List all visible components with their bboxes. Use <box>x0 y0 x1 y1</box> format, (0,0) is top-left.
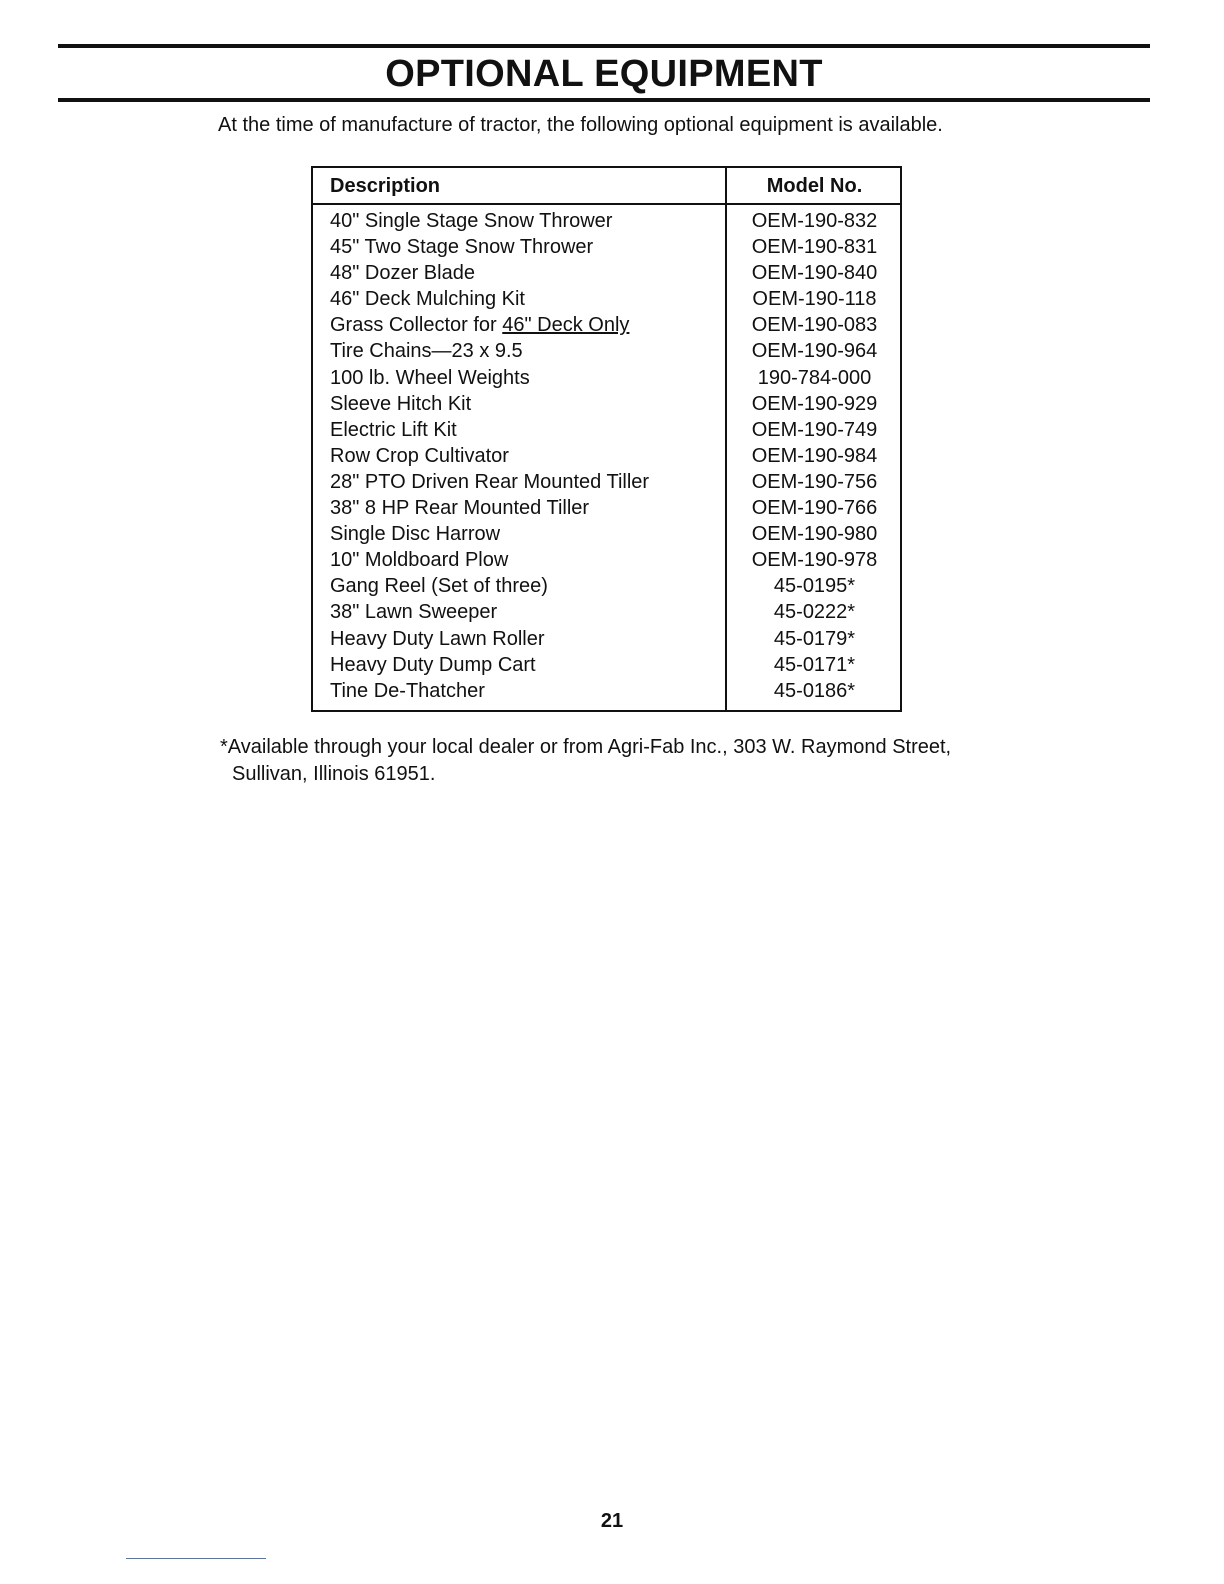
row-model-no: 45-0171* <box>773 653 856 676</box>
intro-text: At the time of manufacture of tractor, the following optional equipment is available. <box>218 114 943 136</box>
table-row <box>313 521 900 547</box>
table-body <box>313 208 900 704</box>
row-model-no: OEM-190-929 <box>751 392 878 415</box>
table-row <box>313 626 900 652</box>
row-description: 38" Lawn Sweeper <box>330 601 498 624</box>
header-model-no: Model No. <box>766 175 863 197</box>
row-description: Tire Chains—23 x 9.5 <box>330 340 523 363</box>
scan-artifact-line <box>126 1558 266 1559</box>
row-description: Electric Lift Kit <box>330 418 457 441</box>
row-model-no: 45-0179* <box>773 627 856 650</box>
footnote-line-1: *Available through your local dealer or from Agri-Fab Inc., 303 W. Raymond Street, <box>220 736 952 758</box>
table-row <box>313 286 900 312</box>
table-row <box>313 678 900 704</box>
title-rule-top <box>58 44 1150 48</box>
row-description: 48" Dozer Blade <box>330 262 475 285</box>
row-description: 38" 8 HP Rear Mounted Tiller <box>330 497 590 520</box>
table-row <box>313 260 900 286</box>
table-row <box>313 547 900 573</box>
row-description: 40" Single Stage Snow Thrower <box>330 210 613 232</box>
page-number: 21 <box>600 1510 624 1532</box>
table-row <box>313 234 900 260</box>
row-description: 45" Two Stage Snow Thrower <box>330 236 594 259</box>
row-model-no: 45-0222* <box>773 601 856 624</box>
row-model-no: OEM-190-749 <box>751 418 878 441</box>
row-model-no: OEM-190-978 <box>751 549 878 572</box>
header-divider <box>313 203 900 205</box>
row-model-no: OEM-190-756 <box>751 470 878 493</box>
row-model-no: 190-784-000 <box>757 366 872 389</box>
row-model-no: OEM-190-118 <box>752 288 877 311</box>
row-model-no: OEM-190-840 <box>751 262 878 285</box>
row-model-no: OEM-190-984 <box>751 444 878 467</box>
table-row <box>313 208 900 234</box>
row-model-no: OEM-190-832 <box>751 210 878 232</box>
row-description: 10" Moldboard Plow <box>330 549 509 572</box>
row-description: Tine De-Thatcher <box>330 679 485 702</box>
row-description: 46" Deck Mulching Kit <box>330 288 525 311</box>
page-title: OPTIONAL EQUIPMENT <box>385 53 823 95</box>
row-description: Heavy Duty Lawn Roller <box>330 627 545 650</box>
row-description <box>330 312 629 338</box>
table-row <box>313 338 900 364</box>
table-row <box>313 495 900 521</box>
row-description: Heavy Duty Dump Cart <box>330 653 536 676</box>
header-description: Description <box>330 175 441 197</box>
row-model-no: 45-0186* <box>773 679 856 702</box>
row-model-no: OEM-190-831 <box>751 236 878 259</box>
row-description-prefix: Grass Collector for <box>330 314 503 337</box>
footnote <box>220 734 1080 788</box>
table-row <box>313 469 900 495</box>
title-rule-bottom <box>58 98 1150 102</box>
row-description: Sleeve Hitch Kit <box>330 392 472 415</box>
table-row <box>313 573 900 599</box>
row-description: Single Disc Harrow <box>330 523 501 546</box>
row-description-underlined: 46" Deck Only <box>502 314 630 337</box>
row-description: 100 lb. Wheel Weights <box>330 366 530 389</box>
table-row <box>313 312 900 338</box>
row-model-no: OEM-190-766 <box>751 497 878 520</box>
row-description: Gang Reel (Set of three) <box>330 575 548 598</box>
row-model-no: OEM-190-980 <box>751 523 878 546</box>
row-model-no: OEM-190-083 <box>751 314 878 337</box>
table-row <box>313 599 900 625</box>
table-row <box>313 391 900 417</box>
row-model-no: 45-0195* <box>773 575 856 598</box>
equipment-table <box>311 166 902 712</box>
row-description: Row Crop Cultivator <box>330 444 509 467</box>
table-row <box>313 365 900 391</box>
table-row <box>313 443 900 469</box>
row-model-no: OEM-190-964 <box>751 340 878 363</box>
row-description: 28" PTO Driven Rear Mounted Tiller <box>330 470 650 493</box>
table-row <box>313 652 900 678</box>
table-row <box>313 417 900 443</box>
footnote-line-2: Sullivan, Illinois 61951. <box>232 763 436 785</box>
